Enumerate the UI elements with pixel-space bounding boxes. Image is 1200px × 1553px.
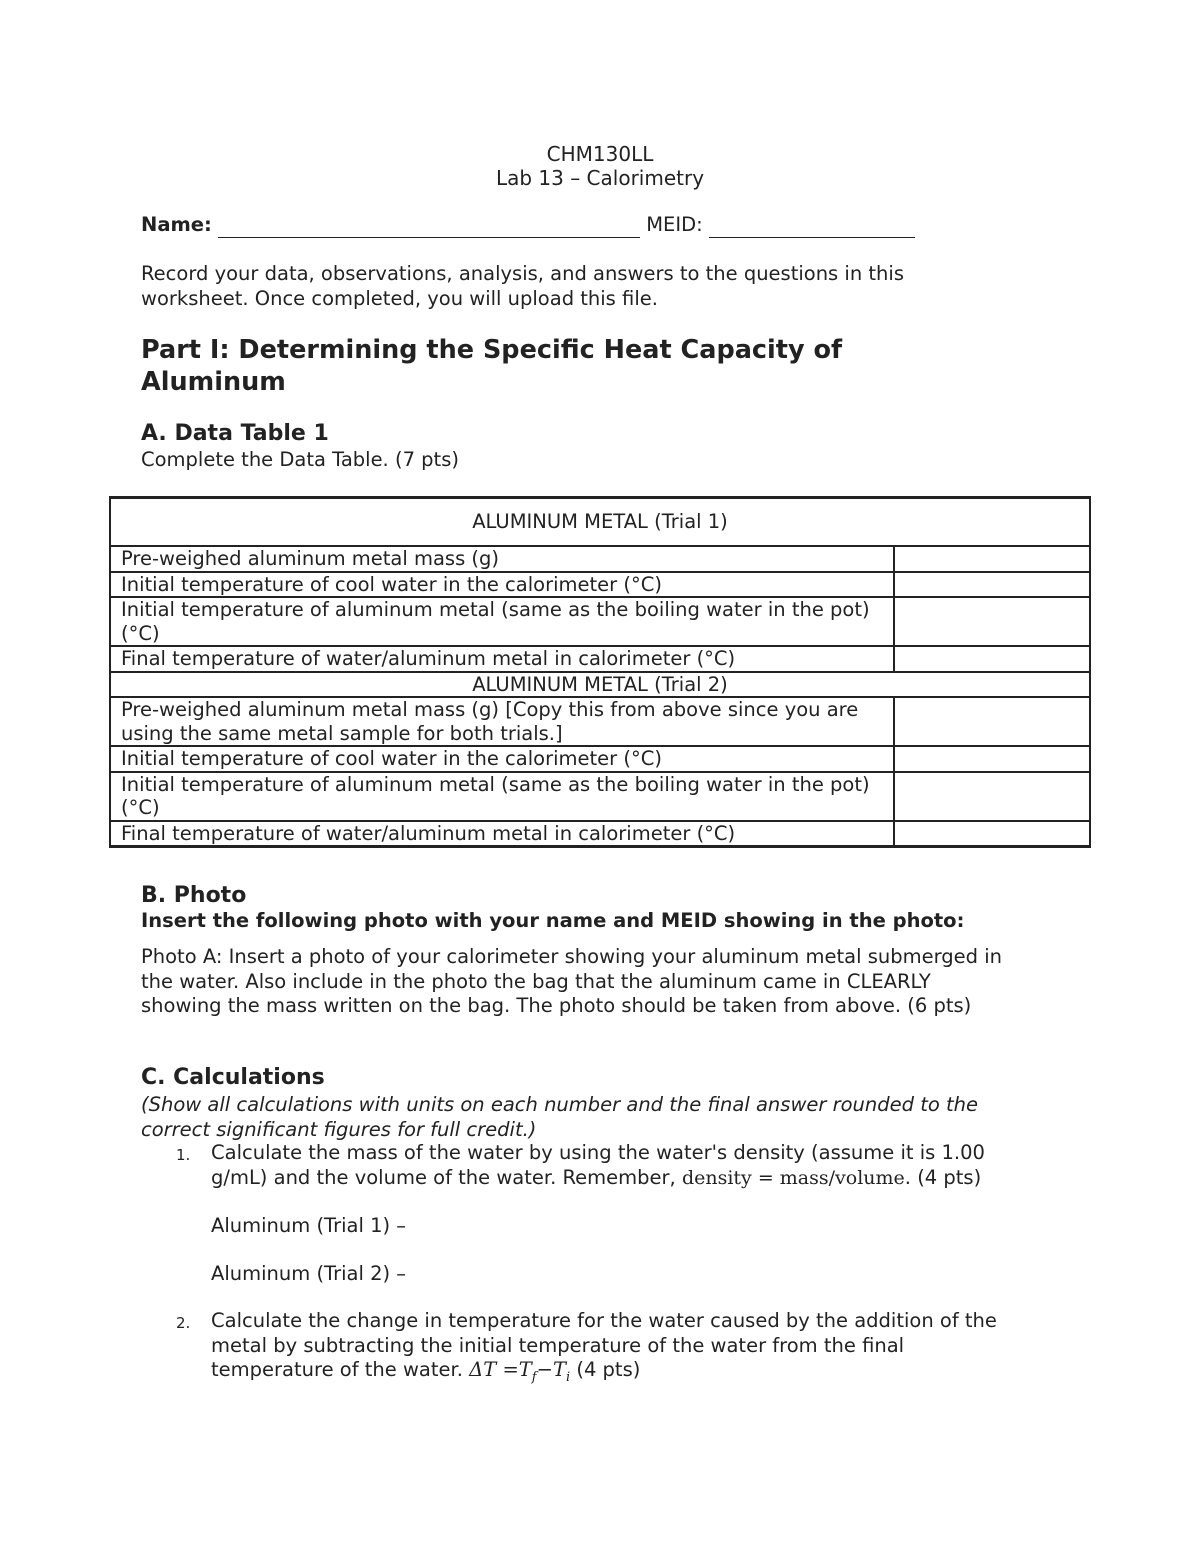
section-a-instruction: Complete the Data Table. (7 pts) — [141, 448, 459, 471]
table-cell-input[interactable] — [894, 746, 1090, 772]
q1-line-text: g/mL) and the volume of the water. Remember, — [211, 1165, 676, 1189]
table-cell-input[interactable] — [894, 597, 1090, 646]
table-row — [110, 646, 1090, 672]
section-b-subtitle: Insert the following photo with your name and MEID showing in the photo: — [141, 909, 965, 932]
data-table-1 — [109, 496, 1091, 848]
table-cell-input[interactable] — [894, 646, 1090, 672]
formula-t-initial: T — [552, 1358, 566, 1381]
table-cell-label: Final temperature of water/aluminum metal in calorimeter (°C) — [110, 646, 894, 672]
formula-t-final: T — [518, 1358, 532, 1381]
table-row — [110, 546, 1090, 572]
table-cell-label: Final temperature of water/aluminum metal in calorimeter (°C) — [110, 821, 894, 847]
trial1-header: ALUMINUM METAL (Trial 1) — [110, 498, 1090, 547]
formula-sub-i: i — [565, 1369, 571, 1385]
q2-line: Calculate the change in temperature for the water caused by the addition of the — [211, 1309, 997, 1332]
intro-line: worksheet. Once completed, you will upload this file. — [141, 286, 658, 310]
table-row — [110, 597, 1090, 646]
table-cell-label: Pre-weighed aluminum metal mass (g) [Copy this from above since you are using the same metal sample for both trials.] — [110, 697, 894, 746]
section-b-line: showing the mass written on the bag. The photo should be taken from above. (6 pts) — [141, 994, 972, 1017]
part1-title-line: Aluminum — [141, 367, 286, 397]
q1-line: Calculate the mass of the water by using the water's density (assume it is 1.00 — [211, 1141, 985, 1164]
table-cell-input[interactable] — [894, 572, 1090, 598]
formula-minus: − — [536, 1358, 553, 1381]
formula-equals: = — [502, 1358, 519, 1381]
course-code: CHM130LL — [546, 142, 654, 166]
formula-sub-f: f — [531, 1369, 537, 1385]
table-cell-label: Initial temperature of aluminum metal (same as the boiling water in the pot) (°C) — [110, 772, 894, 821]
density-formula: density = mass/volume — [681, 1166, 905, 1189]
delta-t-formula — [469, 1358, 571, 1385]
table-row — [110, 746, 1090, 772]
q2-line — [211, 1358, 1071, 1390]
part1-title — [141, 334, 1061, 398]
name-meid-row — [141, 213, 941, 238]
section-b-line: the water. Also include in the photo the bag that the aluminum came in CLEARLY — [141, 969, 931, 993]
intro-line: Record your data, observations, analysis, and answers to the questions in this — [141, 262, 904, 285]
q1-line-points: . (4 pts) — [904, 1165, 982, 1189]
section-c-note — [141, 1093, 1081, 1142]
q2-line-points: (4 pts) — [576, 1358, 641, 1381]
section-a-title: A. Data Table 1 — [141, 421, 329, 446]
formula-delta-t: ΔT — [469, 1358, 497, 1381]
table-cell-label: Initial temperature of aluminum metal (same as the boiling water in the pot) (°C) — [110, 597, 894, 646]
section-b-title: B. Photo — [141, 883, 247, 908]
meid-label: MEID: — [646, 213, 703, 236]
q1-text — [211, 1141, 1071, 1190]
meid-field[interactable] — [709, 217, 915, 238]
intro-text — [141, 262, 1061, 311]
q2-text — [211, 1309, 1071, 1390]
table-cell-input[interactable] — [894, 546, 1090, 572]
section-b-text — [141, 945, 1081, 1019]
q2-line: metal by subtracting the initial temperature of the water from the final — [211, 1333, 905, 1357]
q2-number: 2. — [176, 1314, 191, 1332]
name-field[interactable] — [218, 217, 640, 238]
table-row — [110, 821, 1090, 847]
q2-line-text: temperature of the water. — [211, 1358, 463, 1381]
table-cell-input[interactable] — [894, 821, 1090, 847]
table-row — [110, 697, 1090, 746]
name-label: Name: — [141, 213, 212, 236]
table-cell-label: Initial temperature of cool water in the calorimeter (°C) — [110, 746, 894, 772]
q1-line — [211, 1166, 1071, 1191]
q1-trial1-answer: Aluminum (Trial 1) – — [211, 1214, 407, 1237]
section-c-note-line: correct significant figures for full credit.) — [141, 1117, 537, 1141]
part1-title-line: Part I: Determining the Specific Heat Capacity of — [141, 335, 843, 365]
section-b-line: Photo A: Insert a photo of your calorimeter showing your aluminum metal submerged in — [141, 945, 1002, 968]
q1-trial2-answer: Aluminum (Trial 2) – — [211, 1262, 407, 1285]
table-row — [110, 772, 1090, 821]
table-cell-label: Pre-weighed aluminum metal mass (g) — [110, 546, 894, 572]
lab-title: Lab 13 – Calorimetry — [495, 166, 705, 190]
table-cell-input[interactable] — [894, 697, 1090, 746]
section-c-title: C. Calculations — [141, 1065, 325, 1090]
trial2-header: ALUMINUM METAL (Trial 2) — [110, 672, 1090, 698]
table-cell-input[interactable] — [894, 772, 1090, 821]
table-cell-label: Initial temperature of cool water in the calorimeter (°C) — [110, 572, 894, 598]
table-row — [110, 572, 1090, 598]
q1-number: 1. — [176, 1146, 191, 1164]
section-c-note-line: (Show all calculations with units on each number and the final answer rounded to the — [141, 1093, 979, 1116]
